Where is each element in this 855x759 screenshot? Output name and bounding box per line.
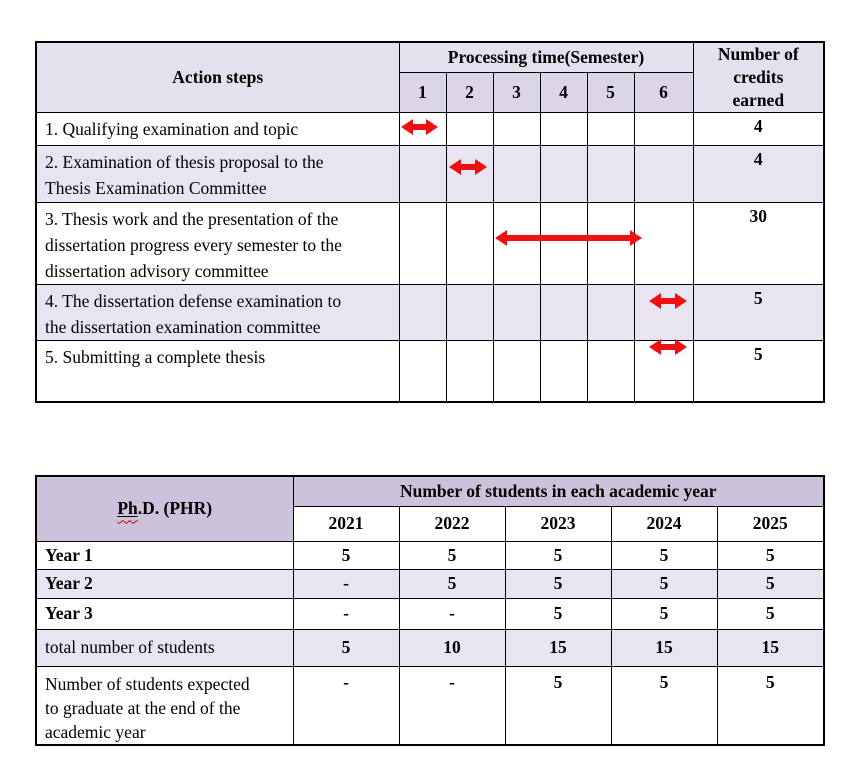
action-step-text: dissertation progress every semester to the <box>45 235 342 255</box>
action-step-text: 5. Submitting a complete thesis <box>45 347 266 367</box>
timeline-arrow-step1 <box>401 119 438 135</box>
semester-cell <box>446 341 493 402</box>
student-count: 15 <box>611 629 717 666</box>
student-count: 5 <box>611 541 717 569</box>
student-count: - <box>293 666 399 745</box>
processing-time-header: Processing time(Semester) <box>399 42 693 72</box>
student-count: 5 <box>505 598 611 629</box>
credits-value: 30 <box>693 203 824 285</box>
year-2021-header: 2021 <box>293 506 399 541</box>
semester-6-header: 6 <box>634 72 693 112</box>
semester-cell <box>493 113 540 146</box>
student-count: 5 <box>505 666 611 745</box>
credits-header <box>693 42 824 113</box>
spellcheck-squiggle <box>117 498 137 518</box>
table-row <box>36 569 824 598</box>
student-count: - <box>293 569 399 598</box>
row-label: Year 2 <box>36 569 293 598</box>
semester-cell <box>634 113 693 146</box>
credits-value: 4 <box>693 146 824 203</box>
row-label-line: academic year <box>45 721 146 742</box>
student-count: - <box>399 666 505 745</box>
students-header: Number of students in each academic year <box>293 476 824 506</box>
table1-header-row-1 <box>36 42 824 72</box>
semester-cell <box>634 203 693 285</box>
action-step-text: the dissertation examination committee <box>45 317 321 337</box>
action-step-label <box>36 285 399 341</box>
semester-4-header: 4 <box>540 72 587 112</box>
semester-cell <box>540 285 587 341</box>
semester-cell <box>446 285 493 341</box>
table-row <box>36 146 824 203</box>
student-count: 5 <box>399 569 505 598</box>
student-count: 5 <box>611 666 717 745</box>
action-step-text: 3. Thesis work and the presentation of the <box>45 209 339 229</box>
students-per-year-table <box>35 475 825 746</box>
arrow-shaft <box>661 298 675 304</box>
action-step-text: 2. Examination of thesis proposal to the <box>45 152 324 172</box>
row-label-line: Number of students expected <box>45 673 250 694</box>
student-count: 10 <box>399 629 505 666</box>
credits-header-line: credits <box>733 67 784 87</box>
student-count: 5 <box>717 598 824 629</box>
semester-5-header: 5 <box>587 72 634 112</box>
semester-2-header: 2 <box>446 72 493 112</box>
semester-1-header: 1 <box>399 72 446 112</box>
timeline-arrow-step5 <box>649 339 687 355</box>
credits-value: 5 <box>693 285 824 341</box>
semester-cell <box>587 146 634 203</box>
table2-header-row-1 <box>36 476 824 506</box>
student-count: 5 <box>717 569 824 598</box>
table-row <box>36 341 824 402</box>
semester-cell <box>399 146 446 203</box>
year-2025-header: 2025 <box>717 506 824 541</box>
action-step-label <box>36 113 399 146</box>
timeline-arrow-step2 <box>449 159 487 175</box>
action-step-text: 4. The dissertation defense examination to <box>45 291 342 311</box>
credits-header-line: Number of <box>717 44 799 64</box>
program-name-header <box>36 476 293 541</box>
row-label: Year 3 <box>36 598 293 629</box>
action-step-label <box>36 146 399 203</box>
action-step-label <box>36 203 399 285</box>
semester-cell <box>399 203 446 285</box>
arrow-shaft <box>507 235 630 241</box>
timeline-arrow-step3 <box>495 230 642 246</box>
year-2024-header: 2024 <box>611 506 717 541</box>
action-step-text: dissertation advisory committee <box>45 261 269 281</box>
year-2023-header: 2023 <box>505 506 611 541</box>
semester-cell <box>446 203 493 285</box>
action-step-label <box>36 341 399 402</box>
student-count: 5 <box>293 541 399 569</box>
student-count: 15 <box>505 629 611 666</box>
semester-cell <box>399 341 446 402</box>
student-count: - <box>293 598 399 629</box>
row-label-line: to graduate at the end of the <box>45 697 241 718</box>
semester-cell <box>493 341 540 402</box>
semester-cell <box>540 146 587 203</box>
semester-cell <box>587 341 634 402</box>
students-table-wrapper <box>35 475 823 746</box>
student-count: 5 <box>717 541 824 569</box>
program-rest: .D. (PHR) <box>137 498 213 519</box>
action-steps-table <box>35 41 825 403</box>
action-steps-header: Action steps <box>36 42 399 113</box>
credits-value: 4 <box>693 113 824 146</box>
semester-cell <box>634 146 693 203</box>
semester-cell <box>540 113 587 146</box>
student-count: 15 <box>717 629 824 666</box>
semester-cell <box>446 113 493 146</box>
action-step-text: Thesis Examination Committee <box>45 178 267 198</box>
semester-cell <box>493 285 540 341</box>
student-count: 5 <box>399 541 505 569</box>
row-label: total number of students <box>36 629 293 666</box>
table-row <box>36 629 824 666</box>
action-steps-table-wrapper <box>35 41 823 403</box>
semester-cell <box>587 285 634 341</box>
program-prefix: Ph <box>117 498 138 519</box>
row-label: Year 1 <box>36 541 293 569</box>
timeline-arrow-step4 <box>649 293 687 309</box>
student-count: 5 <box>611 598 717 629</box>
student-count: 5 <box>505 541 611 569</box>
semester-cell <box>587 113 634 146</box>
student-count: 5 <box>505 569 611 598</box>
arrow-shaft <box>413 124 426 130</box>
credits-header-line: earned <box>732 90 785 110</box>
student-count: - <box>399 598 505 629</box>
table-row <box>36 203 824 285</box>
row-label <box>36 666 293 745</box>
table-row <box>36 541 824 569</box>
table-row <box>36 666 824 745</box>
student-count: 5 <box>293 629 399 666</box>
semester-cell <box>493 146 540 203</box>
table-row <box>36 598 824 629</box>
semester-3-header: 3 <box>493 72 540 112</box>
semester-cell <box>540 341 587 402</box>
semester-cell <box>399 285 446 341</box>
arrow-shaft <box>661 344 675 350</box>
student-count: 5 <box>611 569 717 598</box>
credits-value: 5 <box>693 341 824 402</box>
student-count: 5 <box>717 666 824 745</box>
action-step-text: 1. Qualifying examination and topic <box>45 119 299 139</box>
arrow-shaft <box>461 164 475 170</box>
year-2022-header: 2022 <box>399 506 505 541</box>
table-row <box>36 285 824 341</box>
